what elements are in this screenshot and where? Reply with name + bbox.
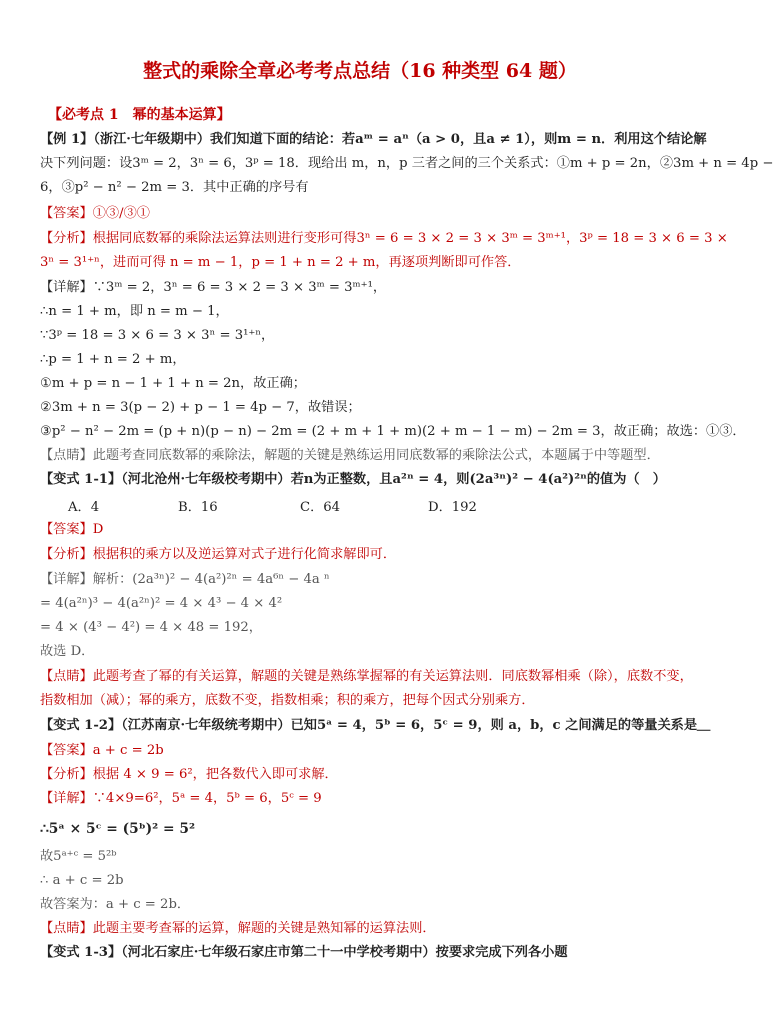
variant-1-2-detail-4: ∴ a + c = 2b [40, 873, 124, 888]
variant-1-3-question: 【变式 1-3】（河北石家庄·七年级石家庄市第二十一中学校考期中）按要求完成下列各小题 [40, 945, 568, 960]
variant-1-1-question: 【变式 1-1】（河北沧州·七年级校考期中）若n为正整数，且a²ⁿ = 4，则(2a³ⁿ)² − 4(a²)²ⁿ的值为（ ） [40, 472, 666, 487]
example-1-detail-5: ①m + p = n − 1 + 1 + n = 2n，故正确； [40, 376, 306, 391]
variant-1-1-analysis: 【分析】根据积的乘方以及逆运算对式子进行化简求解即可． [40, 547, 397, 562]
variant-1-1-comment-2: 指数相加（减）；幂的乘方，底数不变，指数相乘；积的乘方，把每个因式分别乘方． [40, 693, 535, 708]
example-1-line-3: 6，③p² − n² − 2m = 3．其中正确的序号有 [40, 180, 309, 195]
example-1-line-2: 决下列问题：设3ᵐ = 2，3ⁿ = 6，3ᵖ = 18．现给出 m，n，p 三者之间的三个关系式：①m + p = 2n，②3m + n = 4p − [40, 156, 773, 171]
variant-1-1-detail-4: 故选 D． [40, 644, 95, 659]
variant-1-2-detail-3: 故5ᵃ⁺ᶜ = 5²ᵇ [40, 849, 117, 864]
example-1-line-1: 【例 1】（浙江·七年级期中）我们知道下面的结论：若aᵐ = aⁿ（a > 0，且a ≠ 1），则m = n．利用这个结论解 [40, 132, 707, 147]
example-1-comment: 【点睛】此题考查同底数幂的乘除法，解题的关键是熟练运用同底数幂的乘除法公式，本题属于中等题型． [40, 448, 660, 463]
example-1-analysis-2: 3ⁿ = 3¹⁺ⁿ，进而可得 n = m − 1，p = 1 + n = 2 + m，再逐项判断即可作答． [40, 255, 521, 270]
example-1-detail-1: 【详解】∵3ᵐ = 2，3ⁿ = 6 = 3 × 2 = 3 × 3ᵐ = 3ᵐ⁺¹， [40, 280, 387, 295]
page-title: 整式的乘除全章必考考点总结（16 种类型 64 题） [143, 60, 577, 82]
example-1-detail-2: ∴n = 1 + m，即 n = m − 1， [40, 304, 229, 319]
variant-1-1-detail-3: = 4 × (4³ − 4²) = 4 × 48 = 192， [40, 620, 262, 635]
option-b: B．16 [178, 500, 218, 515]
example-1-answer: 【答案】①③/③① [40, 206, 150, 221]
variant-1-2-analysis: 【分析】根据 4 × 9 = 6²，把各数代入即可求解． [40, 767, 338, 782]
variant-1-2-answer: 【答案】a + c = 2b [40, 743, 164, 758]
example-1-detail-3: ∵3ᵖ = 18 = 3 × 6 = 3 × 3ⁿ = 3¹⁺ⁿ， [40, 328, 275, 343]
variant-1-2-detail-5: 故答案为：a + c = 2b． [40, 897, 191, 912]
variant-1-2-detail-1: 【详解】∵4×9=6²，5ᵃ = 4，5ᵇ = 6，5ᶜ = 9 [40, 791, 322, 806]
example-1-analysis-1: 【分析】根据同底数幂的乘除法运算法则进行变形可得3ⁿ = 6 = 3 × 2 = 3 × 3ᵐ = 3ᵐ⁺¹，3ᵖ = 18 = 3 × 6 = 3 × [40, 231, 728, 246]
variant-1-1-detail-1: 【详解】解析：(2a³ⁿ)² − 4(a²)²ⁿ = 4a⁶ⁿ − 4a ⁿ [40, 572, 330, 587]
option-c: C．64 [300, 500, 341, 515]
example-1-detail-6: ②3m + n = 3(p − 2) + p − 1 = 4p − 7，故错误； [40, 400, 361, 415]
variant-1-2-detail-2: ∴5ᵃ × 5ᶜ = (5ᵇ)² = 5² [40, 821, 196, 837]
option-a: A．4 [68, 500, 100, 515]
option-d: D．192 [428, 500, 477, 515]
variant-1-1-answer: 【答案】D [40, 522, 104, 537]
section-heading: 【必考点 1 幂的基本运算】 [48, 107, 231, 123]
variant-1-1-detail-2: = 4(a²ⁿ)³ − 4(a²ⁿ)² = 4 × 4³ − 4 × 4² [40, 596, 283, 611]
example-1-detail-4: ∴p = 1 + n = 2 + m， [40, 352, 186, 367]
variant-1-2-question: 【变式 1-2】（江苏南京·七年级统考期中）已知5ᵃ = 4，5ᵇ = 6，5ᶜ = 9，则 a，b，c 之间满足的等量关系是＿ [40, 718, 711, 733]
variant-1-2-comment: 【点睛】此题主要考查幂的运算，解题的关键是熟知幂的运算法则． [40, 921, 436, 936]
variant-1-1-comment-1: 【点睛】此题考查了幂的有关运算，解题的关键是熟练掌握幂的有关运算法则．同底数幂相乘（除），底数不变， [40, 669, 693, 684]
example-1-detail-7: ③p² − n² − 2m = (p + n)(p − n) − 2m = (2 + m + 1 + m)(2 + m − 1 − m) − 2m = 3，故正确；故选：①③． [40, 424, 746, 439]
